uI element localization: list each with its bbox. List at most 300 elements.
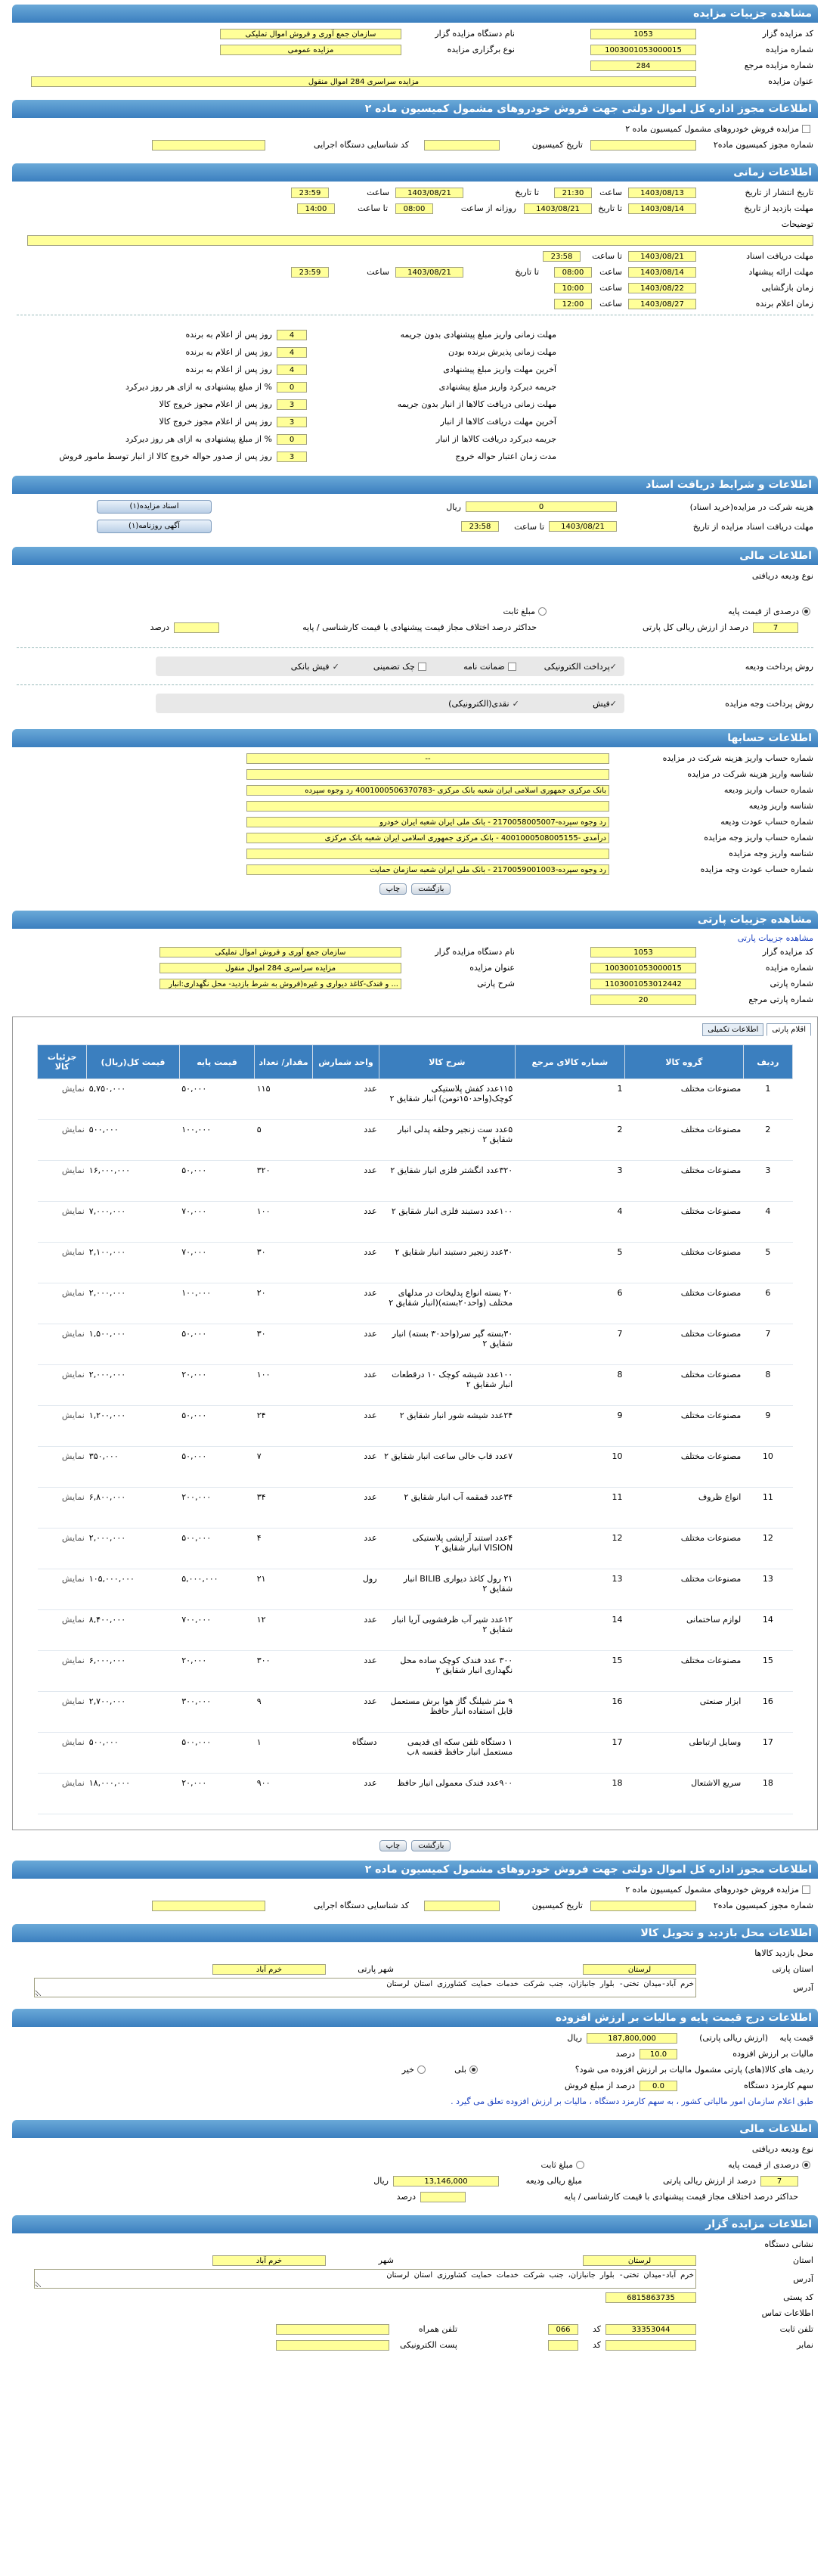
table-cell: ۳۰ [255,1324,313,1365]
pay-cheque-checkbox[interactable] [418,663,426,671]
rule-label: مهلت زمانی پذیرش برنده بودن [448,347,556,357]
auctioneer-panel [12,2233,818,2356]
account-label: شماره حساب واریز هزینه شرکت در مزایده [662,753,813,763]
visit-to-label: تا تاریخ [598,203,622,213]
table-cell: دستگاه [312,1733,379,1774]
winner-time-field: 12:00 [554,299,592,309]
permit-number-label: شماره مجوز کمیسیون ماده۲ [713,140,813,150]
party-city-field: خرم آباد [212,1964,326,1975]
item-details-link[interactable]: نمایش [38,1079,87,1120]
table-cell: ۳۴ [255,1488,313,1529]
table-cell: ۵ [255,1120,313,1161]
table-cell: لوازم ساختمانی [625,1610,744,1651]
deposit-percent-radio[interactable] [802,607,810,616]
publish-from-field: 1403/08/13 [628,188,696,198]
table-cell: ۲۰ بسته انواع پدلیخات در مدلهای مختلف (واحد۲۰بسته)(انبار شقایق ۲ [379,1283,516,1324]
table-cell: مصنوعات مختلف [625,1202,744,1243]
table-cell: عدد [312,1324,379,1365]
table-cell: 15 [515,1651,624,1692]
org-city-label: شهر [378,2255,394,2265]
account-field: رد وجوه سپرده-2170058005007 - بانک ملی ایران شعبه ایران خودرو [246,817,609,827]
price-cash-option[interactable]: نقدی(الکترونیکی) [448,698,509,709]
table-header: قیمت پایه [179,1045,255,1079]
rule-label: مدت زمان اعتبار حواله خروج [455,452,556,461]
table-cell: ۵,۷۵۰,۰۰۰ [87,1079,179,1120]
table-cell: ۹۰۰ [255,1774,313,1814]
item-details-link[interactable]: نمایش [38,1243,87,1283]
pay-cheque-option[interactable]: چک تضمینی [373,661,415,672]
rule-label: مهلت زمانی واریز مبلغ پیشنهادی بدون جریمه [400,330,556,340]
table-cell: 12 [743,1529,792,1569]
max-diff-unit-2: درصد [396,2192,416,2202]
account-label: شناسه واریز هزینه شرکت در مزایده [687,769,813,779]
table-row [38,1447,793,1488]
party-details-panel [12,929,818,1010]
table-cell: ۲۰,۰۰۰ [179,1651,255,1692]
table-cell: ۱۱۵عدد کفش پلاستیکی کوچک(واحد۱۵۰تومن) انبار شقایق ۲ [379,1079,516,1120]
rule-value: 0 [277,434,307,445]
newspaper-ad-button[interactable]: آگهی روزنامه(۱) [97,520,212,533]
permit-number-field [590,140,696,151]
permit-header: اطلاعات مجوز اداره کل اموال دولتی جهت فروش خودروهای مشمول کمیسیون ماده ۲ [12,100,818,118]
table-row [38,1161,793,1202]
table-cell: 18 [743,1774,792,1814]
auction-docs-button[interactable]: اسناد مزایده(۱) [97,500,212,514]
table-cell: 2 [515,1120,624,1161]
account-field: -- [246,753,609,764]
party-details-link[interactable]: مشاهده جزییات پارتی [737,933,813,943]
publish-to-field: 1403/08/21 [395,188,463,198]
table-cell: مصنوعات مختلف [625,1120,744,1161]
article2-checkbox[interactable] [802,125,810,133]
visit-to-field: 1403/08/21 [524,203,592,214]
account-field [246,769,609,780]
exec-code-field [152,140,265,151]
table-cell: ۵۰,۰۰۰ [179,1447,255,1488]
back-button-2[interactable]: بازگشت [411,1840,451,1851]
opening-date-field: 1403/08/22 [628,283,696,293]
mobile-field [276,2324,389,2335]
item-details-link[interactable]: نمایش [38,1651,87,1692]
table-row [38,1529,793,1569]
auction-code-label: کد مزایده گزار [762,29,813,39]
item-details-link[interactable]: نمایش [38,1120,87,1161]
vat-yes-radio[interactable] [469,2065,478,2074]
table-cell: ۱۰۰عدد شیشه کوچک ۱۰ درقطعات انبار شقایق ۲ [379,1365,516,1406]
table-cell: 14 [515,1610,624,1651]
doc-deadline-time-label: تا ساعت [592,251,622,261]
table-cell: ۳۲۰عدد انگشتر فلزی انبار شقایق ۲ [379,1161,516,1202]
base-price-panel [12,2027,818,2112]
fee-share-field: 0.0 [640,2081,677,2091]
table-cell: ۵۰,۰۰۰ [179,1079,255,1120]
fee-share-unit: درصد از مبلغ فروش [565,2081,635,2090]
auction-number-field: 1003001053000015 [590,45,696,55]
table-header: ردیف [743,1045,792,1079]
vat-no-label: خیر [401,2065,414,2075]
doc-receive-time-field: 23:58 [461,521,499,532]
table-row [38,1202,793,1243]
table-cell: 4 [743,1202,792,1243]
table-cell: 17 [743,1733,792,1774]
item-details-link[interactable]: نمایش [38,1324,87,1365]
item-details-link[interactable]: نمایش [38,1202,87,1243]
table-cell: ۱۰۰,۰۰۰ [179,1120,255,1161]
auction-type-label: نوع برگزاری مزایده [447,45,515,54]
table-cell: 11 [743,1488,792,1529]
party-code-field: 1053 [590,947,696,957]
tabs-bar [19,1023,811,1040]
table-cell: 14 [743,1610,792,1651]
party-province-field: لرستان [583,1964,696,1975]
party-city-label: شهر پارتی [358,1964,394,1974]
org-province-label: استان [792,2255,813,2265]
table-cell: 4 [515,1202,624,1243]
timing-panel [12,182,818,468]
table-header: شرح کالا [379,1045,516,1079]
table-cell: مصنوعات مختلف [625,1243,744,1283]
table-cell: ۵۰۰,۰۰۰ [87,1120,179,1161]
table-cell: ۱۰۰,۰۰۰ [179,1283,255,1324]
pay-guarantee-checkbox[interactable] [508,663,516,671]
publish-to-time-label: ساعت [367,188,389,197]
table-cell: ۱۰۰عدد دستبند فلزی انبار شقایق ۲ [379,1202,516,1243]
table-cell: ۵۰۰,۰۰۰ [179,1733,255,1774]
table-row [38,1569,793,1610]
fax-code-field [548,2340,578,2351]
org-city-field: خرم آباد [212,2255,326,2266]
visit-daily-from-field: 08:00 [395,203,433,214]
item-details-link[interactable]: نمایش [38,1488,87,1529]
doc-receive-date-field: 1403/08/21 [549,521,617,532]
table-cell: وسایل ارتباطی [625,1733,744,1774]
table-cell: ۱,۵۰۰,۰۰۰ [87,1324,179,1365]
table-cell: ۹۰۰عدد فندک معمولی انبار حافظ [379,1774,516,1814]
table-row [38,1488,793,1529]
tab-items[interactable]: اقلام پارتی [767,1023,811,1036]
table-cell: 3 [515,1161,624,1202]
table-cell: ۳۲۰ [255,1161,313,1202]
deposit-method-label: روش پرداخت ودیعه [745,661,813,672]
auction-details-panel [12,23,818,92]
table-cell: مصنوعات مختلف [625,1283,744,1324]
table-cell: ۵۰,۰۰۰ [179,1324,255,1365]
table-cell: ۱۰۰ [255,1202,313,1243]
rule-row [17,430,556,448]
table-cell: ۵عدد ست زنجیر وحلقه پدلی انبار شقایق ۲ [379,1120,516,1161]
table-cell: 17 [515,1733,624,1774]
publish-from-time-field: 21:30 [554,188,592,198]
exec-code-label: کد شناسایی دستگاه اجرایی [313,140,409,150]
table-cell: ۱ دستگاه تلفن سکه ای قدیمی مستعمل انبار حافظ قفسه ۸ب [379,1733,516,1774]
pay-bank-slip-option[interactable]: فیش بانکی [290,661,330,672]
party-auction-number-label: شماره مزایده [765,963,813,973]
table-cell: ۳۰ [255,1243,313,1283]
phone-code-label: کد [592,2324,601,2334]
rule-unit: روز پس از اعلام مجوز خروج کالا [159,399,272,409]
doc-receive-time-label: تا ساعت [514,521,544,532]
deposit-percent-radio-2[interactable] [802,2161,810,2169]
item-details-link[interactable]: نمایش [38,1733,87,1774]
auction-subject-label: عنوان مزایده [768,76,813,86]
table-cell: مصنوعات مختلف [625,1529,744,1569]
party-subject-label: عنوان مزایده [469,963,515,973]
table-cell: عدد [312,1161,379,1202]
org-province-field: لرستان [583,2255,696,2266]
table-cell: ۳۰۰ [255,1651,313,1692]
auction-subject-field: مزایده سراسری 284 اموال منقول [31,76,696,87]
table-cell: عدد [312,1406,379,1447]
financial-header: اطلاعات مالی [12,547,818,565]
table-cell: ۳۰عدد زنجیر دستبند انبار شقایق ۲ [379,1243,516,1283]
party-org-label: نام دستگاه مزایده گزار [435,947,515,957]
deposit-percent-field-2: 7 [760,2176,798,2186]
rule-row [17,396,556,413]
table-row [38,1610,793,1651]
base-price-label: قیمت پایه [779,2033,813,2043]
table-cell: مصنوعات مختلف [625,1406,744,1447]
winner-label: زمان اعلام برنده [755,299,813,309]
deposit-method-bar: ✓ پرداخت الکترونیکی ضمانت نامه چک تضمینی ✓ فیش بانکی [156,656,624,676]
table-cell: ۲۱ رول کاغذ دیواری BILIB انبار شقایق ۲ [379,1569,516,1610]
visit-place-header: اطلاعات محل بازدید و تحویل کالا [12,1924,818,1942]
auctioneer-header: اطلاعات مزایده گزار [12,2215,818,2233]
item-details-link[interactable]: نمایش [38,1774,87,1814]
mobile-label: تلفن همراه [418,2324,457,2334]
table-cell: ۱۸,۰۰۰,۰۰۰ [87,1774,179,1814]
offer-from-time-field: 08:00 [554,267,592,278]
org-name-label: نام دستگاه مزایده گزار [435,29,515,39]
table-cell: ۲,۰۰۰,۰۰۰ [87,1283,179,1324]
print-button[interactable]: چاپ [379,883,407,895]
rules-list [17,326,813,465]
account-field [246,849,609,859]
table-cell: 6 [743,1283,792,1324]
visit-place-panel [12,1942,818,2001]
table-header: واحد شمارش [312,1045,379,1079]
rule-row [17,361,556,378]
table-cell: ۷,۰۰۰,۰۰۰ [87,1202,179,1243]
table-row [38,1774,793,1814]
max-diff-field-2 [420,2192,466,2202]
visit-from-field: 1403/08/14 [628,203,696,214]
base-price-field: 187,800,000 [587,2033,677,2044]
deposit-fixed-label: مبلغ ثابت [503,607,535,616]
table-cell: 13 [743,1569,792,1610]
party-org-field: سازمان جمع آوری و فروش اموال تملیکی [159,947,401,957]
deposit-percent-label: درصدی از قیمت پایه [728,607,799,616]
article2-checkbox-2[interactable] [802,1885,810,1894]
offer-to-field: 1403/08/21 [395,267,463,278]
table-cell: ۵۰۰,۰۰۰ [87,1733,179,1774]
table-cell: عدد [312,1488,379,1529]
table-cell: سریع الاشتعال [625,1774,744,1814]
table-header: جزئیات کالا [38,1045,87,1079]
table-cell: 3 [743,1161,792,1202]
table-cell: مصنوعات مختلف [625,1569,744,1610]
phone-field: 33353044 [605,2324,696,2335]
rule-row [17,326,556,343]
table-cell: ۲۰۰,۰۰۰ [179,1488,255,1529]
table-cell: 8 [743,1365,792,1406]
table-cell: ۵۰,۰۰۰ [179,1161,255,1202]
table-cell: ۸,۴۰۰,۰۰۰ [87,1610,179,1651]
item-details-link[interactable]: نمایش [38,1569,87,1610]
fax-code-label: کد [592,2340,601,2350]
rule-unit: % از مبلغ پیشنهادی به ازای هر روز دیرکرد [125,434,272,444]
rule-unit: روز پس از اعلام مجوز خروج کالا [159,417,272,427]
table-cell: انواع ظروف [625,1488,744,1529]
table-cell: ۹ متر شیلنگ گاز هوا برش مستعمل قابل استفاده انبار حافظ [379,1692,516,1733]
permit-number-field-2 [590,1901,696,1911]
financial-panel-2 [12,2138,818,2208]
table-cell: ۲,۷۰۰,۰۰۰ [87,1692,179,1733]
deposit-amount-field: 13,146,000 [393,2176,499,2186]
table-cell: 7 [743,1324,792,1365]
account-label: شماره حساب عودت وجه مزایده [700,864,813,874]
item-details-link[interactable]: نمایش [38,1406,87,1447]
visit-address-field [34,1978,696,1997]
rule-label: آخرین مهلت واریز مبلغ پیشنهادی [443,365,556,374]
party-ref-field: 20 [590,995,696,1005]
back-button[interactable]: بازگشت [411,883,451,895]
visit-place-label: محل بازدید کالاها [754,1948,813,1958]
account-field: رد وجوه سپرده-2170059001003 - بانک ملی ایران شعبه سازمان حمایت [246,864,609,875]
table-cell: ۷۰,۰۰۰ [179,1202,255,1243]
table-cell: 18 [515,1774,624,1814]
deposit-fixed-radio[interactable] [538,607,547,616]
table-cell: ۶,۸۰۰,۰۰۰ [87,1488,179,1529]
vat-no-radio[interactable] [417,2065,426,2074]
table-row [38,1243,793,1283]
publish-to-label: تا تاریخ [515,188,539,197]
items-table [37,1044,793,1814]
deposit-fixed-radio-2[interactable] [576,2161,584,2169]
financial-panel [12,565,818,722]
base-price-sublabel: (ارزش ریالی پارتی) [699,2033,768,2043]
commission-date-field [424,140,500,151]
deposit-percent-suffix-2: درصد از ارزش ریالی پارتی [663,2176,756,2186]
description-field [27,235,813,246]
table-cell: عدد [312,1202,379,1243]
auction-code-field: 1053 [590,29,696,39]
table-cell: ۲,۰۰۰,۰۰۰ [87,1529,179,1569]
winner-date-field: 1403/08/27 [628,299,696,309]
table-cell: مصنوعات مختلف [625,1324,744,1365]
winner-time-label: ساعت [599,299,622,309]
visit-daily-label: روزانه از ساعت [460,203,516,213]
item-details-link[interactable]: نمایش [38,1365,87,1406]
table-cell: ۳۰۰ عدد فندک کوچک ساده محل نگهداری انبار شقایق ۲ [379,1651,516,1692]
vat-unit: درصد [615,2049,635,2059]
table-cell: مصنوعات مختلف [625,1161,744,1202]
visit-upto-field: 14:00 [297,203,335,214]
table-row [38,1692,793,1733]
pay-electronic-option[interactable]: پرداخت الکترونیکی [544,661,610,672]
table-cell: ۵۰۰,۰۰۰ [179,1529,255,1569]
item-details-link[interactable]: نمایش [38,1610,87,1651]
price-method-bar: ✓ فیش ✓ نقدی(الکترونیکی) [156,694,624,713]
deposit-amount-label: مبلغ ریالی ودیعه [525,2176,582,2186]
items-table-wrap [19,1044,811,1814]
visit-upto-label: تا ساعت [358,203,388,213]
item-details-link[interactable]: نمایش [38,1529,87,1569]
table-cell: ۳۴عدد قمقمه آب انبار شقایق ۲ [379,1488,516,1529]
offer-to-label: تا تاریخ [515,267,539,277]
fee-share-label: سهم کارمزد دستگاه [744,2081,813,2090]
phone-label: تلفن ثابت [779,2324,813,2334]
phone-code-field: 066 [548,2324,578,2335]
table-cell: عدد [312,1651,379,1692]
publish-to-time-field: 23:59 [291,188,329,198]
table-cell: 10 [515,1447,624,1488]
account-field: بانک مرکزی جمهوری اسلامی ایران شعبه بانک مرکزی -4001000506370783 رد وجوه سپرده [246,785,609,796]
table-cell: ۵,۰۰۰,۰۰۰ [179,1569,255,1610]
table-cell: عدد [312,1079,379,1120]
max-diff-field [174,622,219,633]
price-slip-option[interactable]: فیش [593,698,610,709]
opening-label: زمان بازگشایی [761,283,813,293]
max-diff-unit: درصد [150,622,169,632]
table-row [38,1365,793,1406]
contact-label: اطلاعات تماس [761,2308,813,2318]
table-cell: 9 [743,1406,792,1447]
table-cell: ۲۴ [255,1406,313,1447]
permit-number-label-2: شماره مجوز کمیسیون ماده۲ [713,1901,813,1910]
item-details-link[interactable]: نمایش [38,1447,87,1488]
item-details-link[interactable]: نمایش [38,1283,87,1324]
auction-number-label: شماره مزایده [765,45,813,54]
description-label: توضیحات [781,219,813,229]
table-row [38,1733,793,1774]
rule-value: 3 [277,399,307,410]
table-cell: ۴ [255,1529,313,1569]
table-cell: ۱۱۵ [255,1079,313,1120]
rule-row [17,378,556,396]
print-button-2[interactable]: چاپ [379,1840,407,1851]
table-cell: ۱۰۵,۰۰۰,۰۰۰ [87,1569,179,1610]
offer-from-time-label: ساعت [599,267,622,277]
table-cell: ۳۰۰,۰۰۰ [179,1692,255,1733]
table-cell: ۷۰۰,۰۰۰ [179,1610,255,1651]
items-frame [12,1016,818,1830]
table-cell: 5 [743,1243,792,1283]
offer-to-time-field: 23:59 [291,267,329,278]
table-cell: عدد [312,1610,379,1651]
table-cell: 16 [515,1692,624,1733]
table-cell: ۵۰,۰۰۰ [179,1406,255,1447]
table-row [38,1406,793,1447]
table-cell: ۷عدد قاب خالی ساعت انبار شقایق ۲ [379,1447,516,1488]
pay-guarantee-option[interactable]: ضمانت نامه [463,661,505,672]
auction-ref-field: 284 [590,61,696,71]
rule-value: 3 [277,452,307,462]
vat-field: 10.0 [640,2049,677,2059]
table-cell: 13 [515,1569,624,1610]
table-row [38,1283,793,1324]
item-details-link[interactable]: نمایش [38,1161,87,1202]
item-details-link[interactable]: نمایش [38,1692,87,1733]
doc-fee-unit: ریال [446,501,461,512]
party-number-field: 1103001053012442 [590,979,696,989]
table-cell: رول [312,1569,379,1610]
rule-label: جریمه دیرکرد واریز مبلغ پیشنهادی [438,382,556,392]
table-row [38,1651,793,1692]
tab-extra-info[interactable]: اطلاعات تکمیلی [702,1023,763,1036]
accounts-panel [12,747,818,903]
rule-row [17,448,556,465]
table-row [38,1079,793,1120]
